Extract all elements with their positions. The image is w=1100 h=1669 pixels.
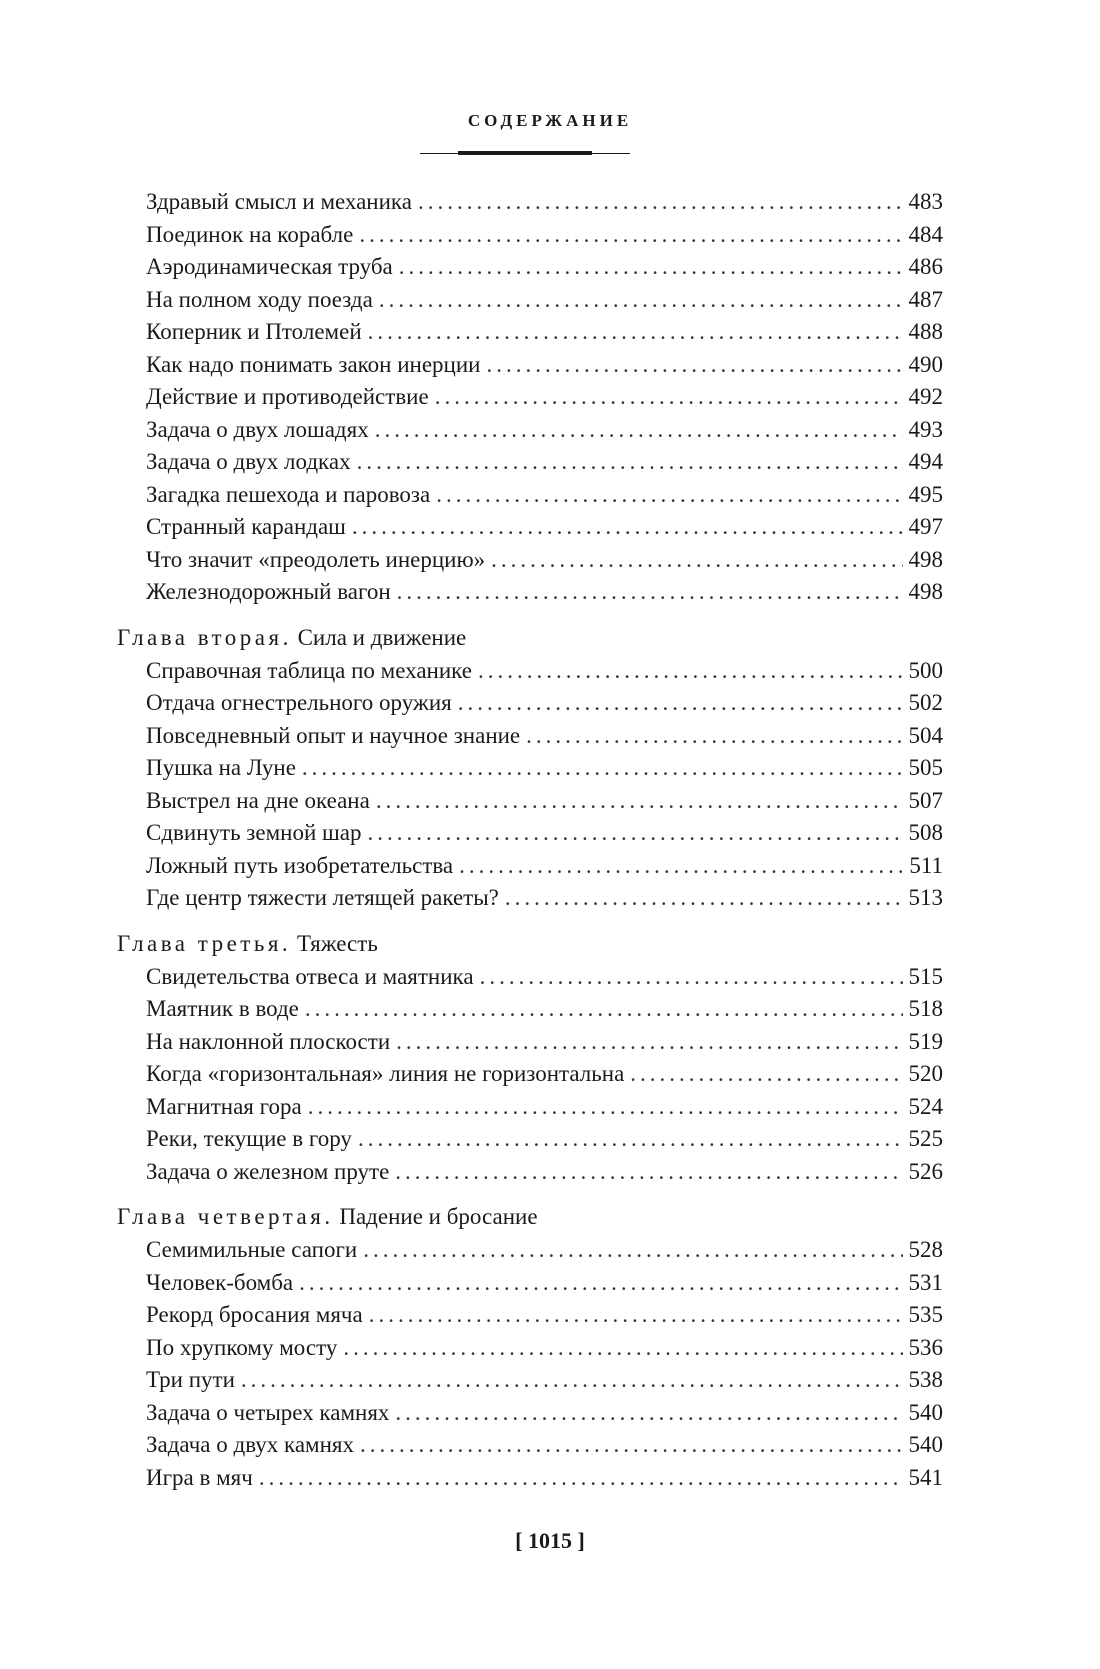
toc-entry-title: Справочная таблица по механике xyxy=(146,657,472,683)
toc-entry-title: На полном ходу поезда xyxy=(146,286,373,312)
dot-leader xyxy=(459,850,903,883)
toc-entry-page: 515 xyxy=(908,963,943,989)
dot-leader xyxy=(357,446,903,479)
dot-leader xyxy=(358,1123,903,1156)
toc-entry[interactable] xyxy=(117,1364,943,1397)
dot-leader xyxy=(436,479,902,512)
toc-entry-page: 538 xyxy=(908,1367,943,1392)
toc-entry-page: 495 xyxy=(908,481,943,507)
toc-entry-title: Сдвинуть земной шар xyxy=(146,820,362,845)
toc-entry-page: 484 xyxy=(908,221,943,247)
chapter-label: Глава третья. xyxy=(117,930,292,956)
toc-entry[interactable] xyxy=(117,720,943,753)
dot-leader xyxy=(360,1429,903,1462)
toc-entry-title: Маятник в воде xyxy=(146,996,299,1021)
toc-entry[interactable] xyxy=(117,251,943,284)
header-rule-thick xyxy=(458,151,592,155)
toc-entry[interactable] xyxy=(117,479,943,512)
dot-leader xyxy=(359,219,902,252)
toc-entry[interactable] xyxy=(117,1332,943,1365)
running-header: СОДЕРЖАНИЕ xyxy=(467,111,633,130)
toc-entry[interactable] xyxy=(117,576,943,609)
dot-leader xyxy=(480,961,903,994)
dot-leader xyxy=(491,544,902,577)
toc-entry-title: Загадка пешехода и паровоза xyxy=(146,481,431,507)
dot-leader xyxy=(343,1332,902,1365)
dot-leader xyxy=(368,316,903,349)
dot-leader xyxy=(367,817,902,850)
toc-entry[interactable] xyxy=(117,1462,943,1495)
toc-entry-title: Коперник и Птолемей xyxy=(146,319,362,344)
toc-entry-title: Отдача огнестрельного оружия xyxy=(146,690,452,715)
toc-entry-title: Как надо понимать закон инерции xyxy=(146,351,481,377)
toc-entry[interactable] xyxy=(117,1267,943,1300)
toc-entry-page: 494 xyxy=(908,449,943,474)
toc-entry[interactable] xyxy=(117,961,943,994)
toc-entry-title: Задача о четырех камнях xyxy=(146,1399,390,1425)
toc-entry-page: 536 xyxy=(908,1334,943,1360)
toc-entry-title: Где центр тяжести летящей ракеты? xyxy=(146,885,499,910)
toc-entry-page: 531 xyxy=(908,1269,943,1295)
toc-entry-page: 505 xyxy=(908,755,943,780)
toc-entry[interactable] xyxy=(117,993,943,1026)
dot-leader xyxy=(376,785,903,818)
toc-entry-title: Странный карандаш xyxy=(146,514,346,539)
toc-entry[interactable] xyxy=(117,1397,943,1430)
toc-entry[interactable] xyxy=(117,655,943,688)
toc-entry-page: 498 xyxy=(908,579,943,604)
toc-entry-page: 487 xyxy=(908,286,943,312)
dot-leader xyxy=(397,576,903,609)
toc-entry-page: 524 xyxy=(908,1093,943,1119)
toc-entry-page: 498 xyxy=(908,546,943,572)
chapter-heading xyxy=(117,621,943,655)
toc-entry[interactable] xyxy=(117,349,943,382)
toc-entry-title: Ложный путь изобретательства xyxy=(146,852,454,878)
page-number: [ 1015 ] xyxy=(515,1528,585,1553)
dot-leader xyxy=(308,1091,903,1124)
toc-entry-page: 540 xyxy=(908,1432,943,1457)
dot-leader xyxy=(305,993,903,1026)
chapter-title: Тяжесть xyxy=(291,930,378,956)
toc-entry-page: 507 xyxy=(908,787,943,813)
toc-entry-title: Задача о железном пруте xyxy=(146,1158,390,1184)
toc-entry[interactable] xyxy=(117,381,943,414)
toc-entry[interactable] xyxy=(117,446,943,479)
toc-entry[interactable] xyxy=(117,752,943,785)
toc-entry-page: 483 xyxy=(908,189,943,214)
toc-entry[interactable] xyxy=(117,219,943,252)
toc-entry-page: 525 xyxy=(908,1126,943,1151)
dot-leader xyxy=(478,655,903,688)
toc-entry-title: Повседневный опыт и научное знание xyxy=(146,722,521,748)
dot-leader xyxy=(399,251,903,284)
toc-entry[interactable] xyxy=(117,1156,943,1189)
toc-entry-title: Железнодорожный вагон xyxy=(146,579,391,604)
dot-leader xyxy=(458,687,903,720)
dot-leader xyxy=(369,1299,903,1332)
toc-entry[interactable] xyxy=(117,1299,943,1332)
toc-entry-title: Пушка на Луне xyxy=(146,755,296,780)
toc-entry-page: 486 xyxy=(908,254,943,279)
toc-entry[interactable] xyxy=(117,785,943,818)
dot-leader xyxy=(505,882,903,915)
chapter-label: Глава четвертая. xyxy=(117,1204,334,1229)
toc-entry[interactable] xyxy=(117,1234,943,1267)
dot-leader xyxy=(363,1234,902,1267)
toc-entry-page: 540 xyxy=(908,1399,943,1425)
toc-entry-page: 493 xyxy=(908,416,943,442)
toc-entry-page: 520 xyxy=(908,1061,943,1086)
chapter-heading xyxy=(117,927,943,961)
dot-leader xyxy=(302,752,903,785)
toc-entry-title: Игра в мяч xyxy=(146,1464,253,1490)
toc-entry[interactable] xyxy=(117,511,943,544)
toc-entry-title: Человек-бомба xyxy=(146,1269,294,1295)
toc-entry[interactable] xyxy=(117,687,943,720)
dot-leader xyxy=(241,1364,903,1397)
dot-leader xyxy=(396,1026,902,1059)
toc-entry-title: Аэродинамическая труба xyxy=(146,254,393,279)
toc-entry-title: Реки, текущие в гору xyxy=(146,1126,352,1151)
dot-leader xyxy=(259,1462,903,1495)
dot-leader xyxy=(299,1267,902,1300)
toc-entry[interactable] xyxy=(117,1429,943,1462)
toc-entry-title: Поединок на корабле xyxy=(146,221,354,247)
toc-entry[interactable] xyxy=(117,544,943,577)
chapter-heading xyxy=(117,1200,943,1234)
chapter-title: Сила и движение xyxy=(291,624,467,650)
toc-entry-title: Когда «горизонтальная» линия не горизонтальна xyxy=(146,1061,625,1086)
toc-entry-title: Задача о двух лодках xyxy=(146,449,351,474)
toc-entry-page: 535 xyxy=(908,1302,943,1327)
toc-entry-page: 519 xyxy=(908,1028,943,1054)
toc-entry[interactable] xyxy=(117,882,943,915)
dot-leader xyxy=(379,284,903,317)
dot-leader xyxy=(486,349,902,382)
toc-entry-page: 500 xyxy=(908,657,943,683)
dot-leader xyxy=(630,1058,902,1091)
toc-entry-title: Рекорд бросания мяча xyxy=(146,1302,363,1327)
toc-entry-page: 502 xyxy=(908,690,943,715)
toc-entry-title: По хрупкому мосту xyxy=(146,1334,338,1360)
toc-entry-page: 488 xyxy=(908,319,943,344)
toc-entry-title: Задача о двух камнях xyxy=(146,1432,354,1457)
toc-entry-title: Действие и противодействие xyxy=(146,384,429,409)
toc-entry-page: 541 xyxy=(908,1464,943,1490)
dot-leader xyxy=(395,1156,902,1189)
dot-leader xyxy=(526,720,902,753)
toc-entry[interactable] xyxy=(117,817,943,850)
toc-entry-title: Задача о двух лошадях xyxy=(146,416,369,442)
dot-leader xyxy=(435,381,903,414)
chapter-label: Глава вторая. xyxy=(117,624,292,650)
toc-entry-title: На наклонной плоскости xyxy=(146,1028,391,1054)
dot-leader xyxy=(352,511,903,544)
toc-entry-page: 528 xyxy=(908,1237,943,1262)
toc-entry[interactable] xyxy=(117,414,943,447)
dot-leader xyxy=(375,414,903,447)
toc-entry-page: 492 xyxy=(908,384,943,409)
toc-entry-title: Выстрел на дне океана xyxy=(146,787,370,813)
toc-entry[interactable] xyxy=(117,850,943,883)
chapter-title: Падение и бросание xyxy=(333,1204,538,1229)
toc-entry-page: 490 xyxy=(908,351,943,377)
toc-entry-title: Три пути xyxy=(146,1367,235,1392)
dot-leader xyxy=(418,186,903,219)
table-of-contents xyxy=(117,186,943,1494)
toc-entry-page: 518 xyxy=(908,996,943,1021)
toc-entry-title: Здравый смысл и механика xyxy=(146,189,412,214)
toc-entry[interactable] xyxy=(117,1123,943,1156)
toc-entry[interactable] xyxy=(117,186,943,219)
toc-entry-title: Что значит «преодолеть инерцию» xyxy=(146,546,486,572)
toc-entry-page: 508 xyxy=(908,820,943,845)
toc-entry-page: 497 xyxy=(908,514,943,539)
toc-entry-title: Свидетельства отвеса и маятника xyxy=(146,963,474,989)
toc-entry-page: 511 xyxy=(909,852,943,878)
toc-entry-title: Семимильные сапоги xyxy=(146,1237,358,1262)
toc-entry[interactable] xyxy=(117,1026,943,1059)
toc-entry-page: 526 xyxy=(908,1158,943,1184)
toc-entry[interactable] xyxy=(117,316,943,349)
toc-entry-page: 513 xyxy=(908,885,943,910)
toc-entry-title: Магнитная гора xyxy=(146,1093,302,1119)
toc-entry[interactable] xyxy=(117,1091,943,1124)
dot-leader xyxy=(395,1397,902,1430)
toc-entry[interactable] xyxy=(117,1058,943,1091)
toc-entry-page: 504 xyxy=(908,722,943,748)
toc-entry[interactable] xyxy=(117,284,943,317)
